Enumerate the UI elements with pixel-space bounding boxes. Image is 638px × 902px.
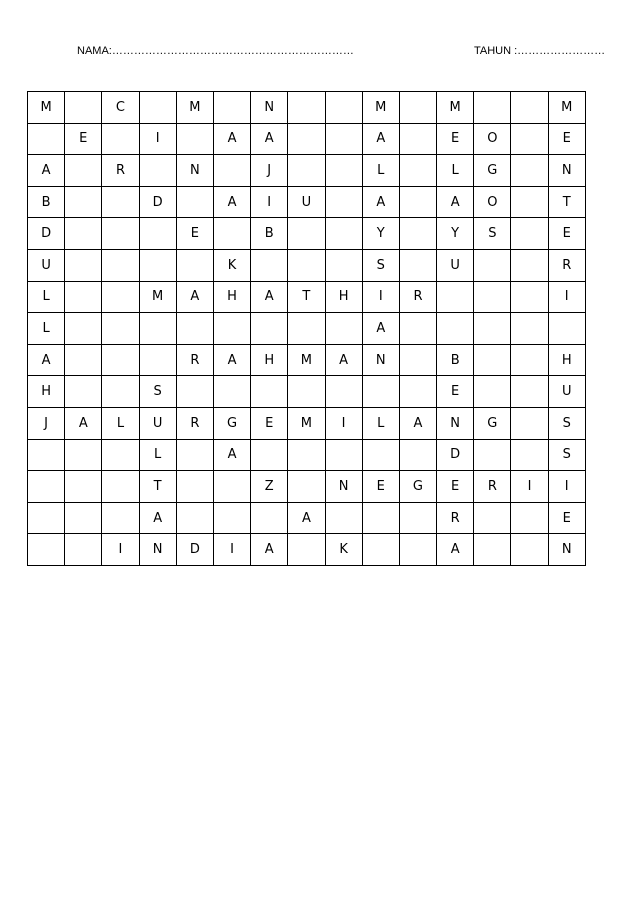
grid-row xyxy=(28,534,586,566)
grid-cell[interactable]: U xyxy=(28,249,65,281)
grid-cell[interactable] xyxy=(511,155,548,187)
grid-cell[interactable] xyxy=(399,249,436,281)
grid-row xyxy=(28,439,586,471)
grid-cell[interactable]: R xyxy=(399,281,436,313)
grid-cell[interactable] xyxy=(288,471,325,503)
grid-cell[interactable] xyxy=(65,344,102,376)
grid-cell[interactable]: M xyxy=(437,92,474,124)
grid-cell[interactable]: D xyxy=(176,534,213,566)
grid-cell[interactable]: L xyxy=(362,407,399,439)
grid-cell[interactable] xyxy=(102,471,139,503)
grid-cell[interactable]: A xyxy=(251,281,288,313)
grid-cell[interactable]: E xyxy=(176,218,213,250)
grid-cell[interactable] xyxy=(176,376,213,408)
grid-cell[interactable] xyxy=(288,92,325,124)
grid-cell[interactable] xyxy=(251,249,288,281)
grid-row xyxy=(28,218,586,250)
grid-cell[interactable] xyxy=(176,186,213,218)
grid-cell[interactable] xyxy=(176,249,213,281)
grid-cell[interactable] xyxy=(251,439,288,471)
grid-cell[interactable]: I xyxy=(548,281,585,313)
grid-cell[interactable] xyxy=(213,155,250,187)
grid-cell[interactable] xyxy=(28,471,65,503)
grid-cell[interactable]: R xyxy=(176,407,213,439)
grid-cell[interactable]: I xyxy=(362,281,399,313)
grid-cell[interactable]: H xyxy=(28,376,65,408)
grid-cell[interactable]: I xyxy=(251,186,288,218)
grid-cell[interactable] xyxy=(102,186,139,218)
grid-cell[interactable] xyxy=(511,123,548,155)
grid-cell[interactable]: U xyxy=(139,407,176,439)
grid-cell[interactable]: H xyxy=(213,281,250,313)
grid-cell[interactable]: A xyxy=(139,502,176,534)
grid-cell[interactable] xyxy=(474,92,511,124)
grid-cell[interactable] xyxy=(65,376,102,408)
grid-cell[interactable]: E xyxy=(251,407,288,439)
grid-row xyxy=(28,155,586,187)
grid-cell[interactable]: A xyxy=(176,281,213,313)
grid-cell[interactable] xyxy=(474,439,511,471)
grid-cell[interactable] xyxy=(213,313,250,345)
grid-cell[interactable]: N xyxy=(548,534,585,566)
grid-cell[interactable]: N xyxy=(139,534,176,566)
grid-cell[interactable]: M xyxy=(288,344,325,376)
grid-cell[interactable] xyxy=(474,534,511,566)
grid-cell[interactable] xyxy=(251,376,288,408)
grid-cell[interactable] xyxy=(65,313,102,345)
grid-row xyxy=(28,249,586,281)
grid-cell[interactable]: E xyxy=(437,471,474,503)
grid-cell[interactable] xyxy=(399,534,436,566)
grid-cell[interactable]: E xyxy=(65,123,102,155)
grid-cell[interactable] xyxy=(511,92,548,124)
grid-cell[interactable] xyxy=(65,186,102,218)
grid-cell[interactable] xyxy=(28,534,65,566)
grid-cell[interactable]: A xyxy=(325,344,362,376)
grid-cell[interactable] xyxy=(325,313,362,345)
grid-cell[interactable] xyxy=(511,534,548,566)
grid-cell[interactable]: A xyxy=(28,155,65,187)
grid-cell[interactable] xyxy=(511,249,548,281)
word-search-grid xyxy=(27,91,586,566)
grid-cell[interactable]: E xyxy=(548,502,585,534)
grid-cell[interactable] xyxy=(399,313,436,345)
grid-cell[interactable] xyxy=(65,281,102,313)
grid-cell[interactable]: I xyxy=(213,534,250,566)
grid-cell[interactable]: K xyxy=(325,534,362,566)
grid-cell[interactable] xyxy=(176,439,213,471)
grid-cell[interactable]: H xyxy=(548,344,585,376)
grid-cell[interactable]: S xyxy=(139,376,176,408)
grid-cell[interactable]: I xyxy=(548,471,585,503)
grid-cell[interactable] xyxy=(325,439,362,471)
grid-cell[interactable] xyxy=(213,218,250,250)
grid-cell[interactable] xyxy=(65,249,102,281)
grid-cell[interactable] xyxy=(399,155,436,187)
grid-cell[interactable]: D xyxy=(437,439,474,471)
grid-cell[interactable]: I xyxy=(139,123,176,155)
grid-cell[interactable]: S xyxy=(548,407,585,439)
grid-cell[interactable]: E xyxy=(437,123,474,155)
grid-cell[interactable] xyxy=(325,155,362,187)
grid-cell[interactable]: O xyxy=(474,123,511,155)
grid-cell[interactable]: E xyxy=(362,471,399,503)
grid-cell[interactable]: A xyxy=(28,344,65,376)
grid-cell[interactable]: B xyxy=(28,186,65,218)
grid-cell[interactable]: T xyxy=(288,281,325,313)
grid-cell[interactable] xyxy=(65,471,102,503)
grid-cell[interactable] xyxy=(474,249,511,281)
grid-cell[interactable] xyxy=(176,471,213,503)
grid-cell[interactable] xyxy=(28,439,65,471)
grid-cell[interactable] xyxy=(474,281,511,313)
grid-cell[interactable]: S xyxy=(548,439,585,471)
grid-cell[interactable] xyxy=(65,534,102,566)
grid-cell[interactable]: N xyxy=(437,407,474,439)
grid-cell[interactable]: R xyxy=(548,249,585,281)
grid-cell[interactable] xyxy=(362,534,399,566)
grid-cell[interactable]: E xyxy=(548,218,585,250)
grid-cell[interactable]: J xyxy=(28,407,65,439)
grid-cell[interactable]: U xyxy=(288,186,325,218)
grid-cell[interactable]: O xyxy=(474,186,511,218)
grid-cell[interactable]: L xyxy=(28,281,65,313)
grid-cell[interactable]: D xyxy=(28,218,65,250)
grid-row xyxy=(28,471,586,503)
grid-cell[interactable]: L xyxy=(139,439,176,471)
grid-cell[interactable] xyxy=(102,249,139,281)
grid-cell[interactable]: A xyxy=(362,186,399,218)
grid-cell[interactable]: I xyxy=(102,534,139,566)
grid-cell[interactable]: K xyxy=(213,249,250,281)
grid-cell[interactable] xyxy=(325,123,362,155)
grid-cell[interactable]: H xyxy=(251,344,288,376)
grid-cell[interactable] xyxy=(511,281,548,313)
word-search-grid-body xyxy=(28,92,586,566)
grid-cell[interactable]: T xyxy=(548,186,585,218)
grid-cell[interactable] xyxy=(288,313,325,345)
grid-row xyxy=(28,281,586,313)
grid-cell[interactable]: N xyxy=(176,155,213,187)
grid-cell[interactable] xyxy=(325,249,362,281)
grid-cell[interactable]: A xyxy=(251,534,288,566)
grid-cell[interactable]: G xyxy=(474,155,511,187)
grid-cell[interactable] xyxy=(511,186,548,218)
grid-cell[interactable]: E xyxy=(437,376,474,408)
grid-cell[interactable]: A xyxy=(65,407,102,439)
grid-cell[interactable] xyxy=(102,218,139,250)
grid-cell[interactable] xyxy=(399,502,436,534)
grid-cell[interactable] xyxy=(288,123,325,155)
grid-cell[interactable]: A xyxy=(437,534,474,566)
grid-cell[interactable] xyxy=(325,502,362,534)
grid-cell[interactable] xyxy=(65,439,102,471)
grid-row xyxy=(28,376,586,408)
grid-cell[interactable]: R xyxy=(474,471,511,503)
grid-cell[interactable]: M xyxy=(28,92,65,124)
grid-cell[interactable]: B xyxy=(437,344,474,376)
grid-cell[interactable] xyxy=(399,123,436,155)
grid-cell[interactable]: M xyxy=(176,92,213,124)
grid-cell[interactable] xyxy=(139,92,176,124)
grid-cell[interactable] xyxy=(288,249,325,281)
grid-cell[interactable] xyxy=(474,502,511,534)
grid-cell[interactable]: G xyxy=(399,471,436,503)
grid-cell[interactable] xyxy=(511,344,548,376)
grid-cell[interactable] xyxy=(474,376,511,408)
grid-cell[interactable] xyxy=(28,123,65,155)
grid-cell[interactable]: L xyxy=(102,407,139,439)
grid-cell[interactable] xyxy=(139,249,176,281)
grid-cell[interactable] xyxy=(102,376,139,408)
grid-cell[interactable]: A xyxy=(251,123,288,155)
grid-cell[interactable] xyxy=(288,155,325,187)
grid-cell[interactable] xyxy=(511,376,548,408)
grid-cell[interactable]: A xyxy=(213,123,250,155)
grid-cell[interactable]: A xyxy=(437,186,474,218)
grid-cell[interactable]: G xyxy=(213,407,250,439)
grid-cell[interactable] xyxy=(288,376,325,408)
grid-cell[interactable]: M xyxy=(139,281,176,313)
grid-cell[interactable]: U xyxy=(437,249,474,281)
grid-cell[interactable] xyxy=(102,502,139,534)
grid-cell[interactable] xyxy=(511,407,548,439)
grid-cell[interactable] xyxy=(176,123,213,155)
grid-cell[interactable] xyxy=(437,281,474,313)
grid-cell[interactable] xyxy=(474,344,511,376)
grid-cell[interactable] xyxy=(102,439,139,471)
grid-cell[interactable]: Y xyxy=(362,218,399,250)
grid-cell[interactable]: J xyxy=(251,155,288,187)
grid-cell[interactable]: A xyxy=(288,502,325,534)
grid-cell[interactable]: R xyxy=(437,502,474,534)
grid-cell[interactable] xyxy=(213,471,250,503)
grid-cell[interactable] xyxy=(213,92,250,124)
grid-row xyxy=(28,313,586,345)
grid-cell[interactable]: M xyxy=(548,92,585,124)
grid-cell[interactable] xyxy=(139,218,176,250)
grid-cell[interactable]: H xyxy=(325,281,362,313)
grid-cell[interactable]: L xyxy=(28,313,65,345)
grid-cell[interactable] xyxy=(362,439,399,471)
grid-cell[interactable] xyxy=(511,313,548,345)
grid-cell[interactable] xyxy=(362,502,399,534)
grid-cell[interactable] xyxy=(437,313,474,345)
grid-cell[interactable]: S xyxy=(474,218,511,250)
grid-cell[interactable] xyxy=(65,502,102,534)
grid-cell[interactable]: T xyxy=(139,471,176,503)
grid-cell[interactable] xyxy=(288,218,325,250)
grid-cell[interactable]: M xyxy=(288,407,325,439)
grid-cell[interactable] xyxy=(288,534,325,566)
grid-cell[interactable] xyxy=(65,92,102,124)
grid-cell[interactable] xyxy=(399,439,436,471)
name-field-label: NAMA:………………………………………………………… xyxy=(77,45,354,57)
grid-cell[interactable]: G xyxy=(474,407,511,439)
grid-cell[interactable]: C xyxy=(102,92,139,124)
grid-cell[interactable] xyxy=(213,376,250,408)
grid-cell[interactable]: Y xyxy=(437,218,474,250)
grid-cell[interactable] xyxy=(362,376,399,408)
grid-cell[interactable] xyxy=(102,313,139,345)
grid-cell[interactable]: A xyxy=(399,407,436,439)
grid-cell[interactable] xyxy=(548,313,585,345)
grid-cell[interactable]: I xyxy=(511,471,548,503)
grid-cell[interactable]: S xyxy=(362,249,399,281)
grid-cell[interactable] xyxy=(325,92,362,124)
grid-cell[interactable] xyxy=(399,344,436,376)
grid-cell[interactable]: B xyxy=(251,218,288,250)
grid-cell[interactable] xyxy=(139,313,176,345)
grid-cell[interactable] xyxy=(251,502,288,534)
grid-cell[interactable] xyxy=(325,218,362,250)
grid-cell[interactable]: M xyxy=(362,92,399,124)
grid-cell[interactable]: L xyxy=(437,155,474,187)
grid-cell[interactable]: R xyxy=(102,155,139,187)
grid-cell[interactable] xyxy=(102,344,139,376)
grid-cell[interactable]: I xyxy=(325,407,362,439)
year-field-label: TAHUN :…………………… xyxy=(474,45,606,57)
grid-cell[interactable] xyxy=(176,313,213,345)
grid-cell[interactable]: Z xyxy=(251,471,288,503)
grid-cell[interactable] xyxy=(399,186,436,218)
grid-row xyxy=(28,123,586,155)
grid-cell[interactable] xyxy=(102,281,139,313)
grid-row xyxy=(28,344,586,376)
grid-cell[interactable]: R xyxy=(176,344,213,376)
grid-cell[interactable]: A xyxy=(213,344,250,376)
grid-cell[interactable] xyxy=(399,218,436,250)
grid-cell[interactable]: D xyxy=(139,186,176,218)
grid-cell[interactable]: N xyxy=(325,471,362,503)
grid-cell[interactable] xyxy=(213,502,250,534)
grid-cell[interactable]: U xyxy=(548,376,585,408)
grid-cell[interactable] xyxy=(139,344,176,376)
grid-cell[interactable] xyxy=(251,313,288,345)
grid-cell[interactable] xyxy=(176,502,213,534)
grid-cell[interactable] xyxy=(399,376,436,408)
grid-cell[interactable]: L xyxy=(362,155,399,187)
grid-cell[interactable] xyxy=(325,186,362,218)
grid-cell[interactable] xyxy=(65,155,102,187)
grid-row xyxy=(28,502,586,534)
grid-cell[interactable]: A xyxy=(213,186,250,218)
grid-cell[interactable]: N xyxy=(362,344,399,376)
grid-cell[interactable]: A xyxy=(362,313,399,345)
grid-cell[interactable]: E xyxy=(548,123,585,155)
grid-cell[interactable] xyxy=(325,376,362,408)
grid-row xyxy=(28,92,586,124)
grid-cell[interactable] xyxy=(511,218,548,250)
grid-cell[interactable] xyxy=(102,123,139,155)
grid-cell[interactable]: N xyxy=(548,155,585,187)
grid-cell[interactable]: A xyxy=(213,439,250,471)
grid-cell[interactable]: N xyxy=(251,92,288,124)
grid-cell[interactable] xyxy=(288,439,325,471)
grid-row xyxy=(28,407,586,439)
grid-cell[interactable] xyxy=(139,155,176,187)
grid-cell[interactable] xyxy=(65,218,102,250)
grid-cell[interactable] xyxy=(511,439,548,471)
grid-cell[interactable] xyxy=(511,502,548,534)
grid-row xyxy=(28,186,586,218)
grid-cell[interactable] xyxy=(28,502,65,534)
grid-cell[interactable] xyxy=(474,313,511,345)
grid-cell[interactable]: A xyxy=(362,123,399,155)
grid-cell[interactable] xyxy=(399,92,436,124)
